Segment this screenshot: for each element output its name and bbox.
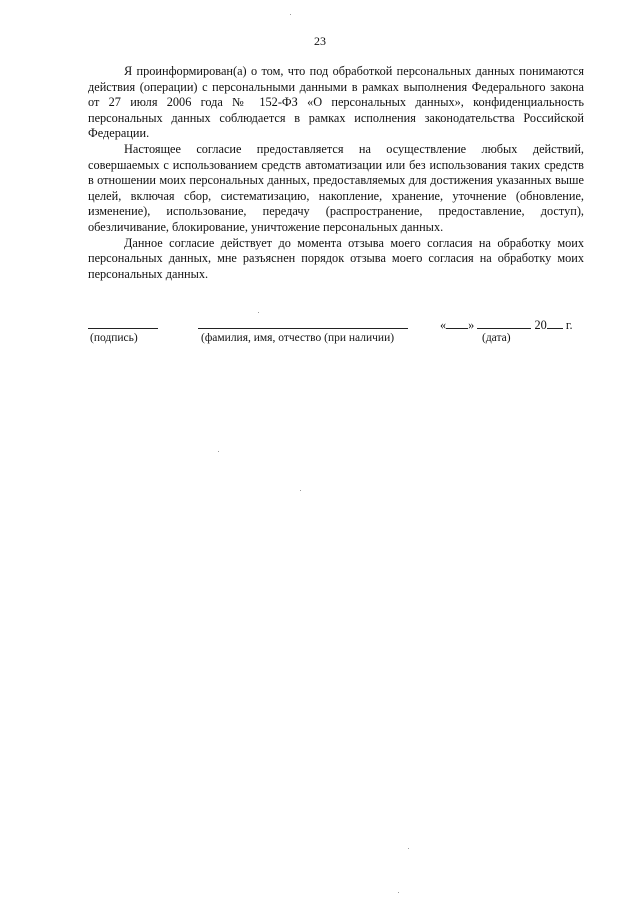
date-caption: (дата): [482, 332, 511, 344]
paragraph-informed: Я проинформирован(а) о том, что под обработкой персональных данных понимаются действия (операции) с персональными данными в рамках выполнения Федерального закона от 27 июля 2006 года № 152-ФЗ «О персональных данных», конфиденциальность персональных данных соблюдается в рамках исполнения законодательства Российской Федерации.: [88, 64, 584, 141]
year-prefix: 20: [534, 318, 547, 332]
date-close-quote: »: [468, 318, 475, 332]
paragraph-consent-scope: Настоящее согласие предоставляется на осуществление любых действий, совершаемых с использованием средств автоматизации или без использования таких средств в отношении моих персональных данных, предоставляемых для достижения указанных выше целей, включая сбор, систематизацию, накопление, хранение, уточнение (обновление, изменение), использование, передачу (распространение, предоставление, доступ), обезличивание, блокирование, уничтожение персональных данных.: [88, 141, 584, 234]
page-number: 23: [314, 34, 326, 48]
signature-caption: (подпись): [90, 332, 138, 344]
scan-speck: [398, 892, 399, 893]
scan-speck: [258, 312, 259, 313]
month-blank[interactable]: [477, 316, 531, 329]
signature-line[interactable]: [88, 328, 158, 329]
full-name-line[interactable]: [198, 328, 408, 329]
scan-speck: [290, 14, 291, 15]
year-suffix: г.: [565, 318, 573, 332]
day-blank[interactable]: [446, 316, 468, 329]
paragraph-consent-validity: Данное согласие действует до момента отзыва моего согласия на обработку моих персональных данных, мне разъяснен порядок отзыва моего согласия на обработку моих персональных данных.: [88, 235, 584, 281]
scan-speck: [408, 848, 409, 849]
scan-speck: [218, 451, 219, 452]
date-open-quote: «: [440, 318, 447, 332]
document-body: [88, 64, 584, 282]
date-field[interactable]: [440, 316, 585, 333]
year-blank[interactable]: [547, 316, 563, 329]
scan-speck: [300, 490, 301, 491]
full-name-caption: (фамилия, имя, отчество (при наличии): [201, 332, 395, 344]
